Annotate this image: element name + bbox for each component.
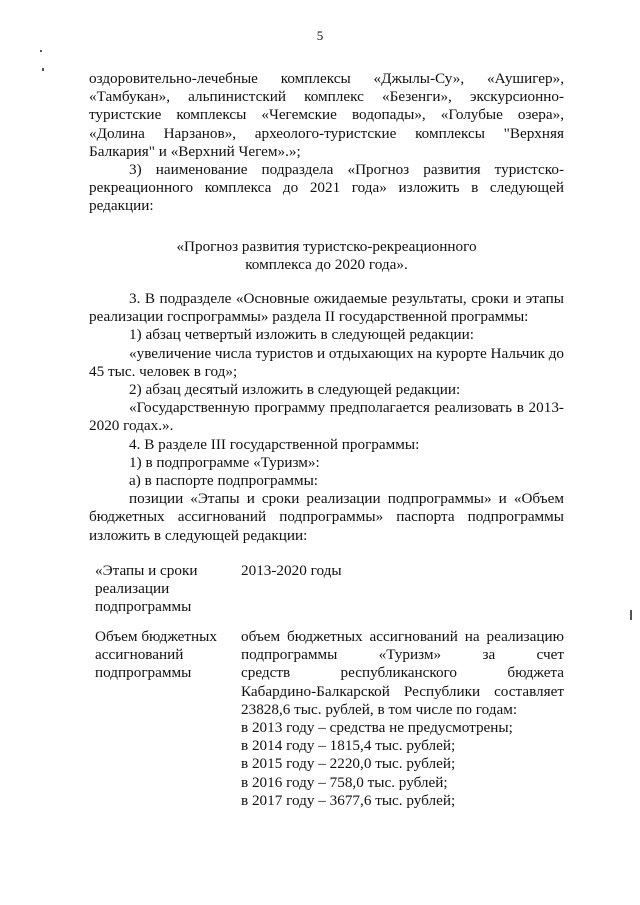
label-line: «Этапы и сроки <box>95 562 198 579</box>
paragraph-tourists: «увеличение числа туристов и отдыхающих на курорте Нальчик до 45 тыс. человек в год»; <box>89 344 565 380</box>
value-line: в 2015 году – 2220,0 тыс. рублей; <box>241 755 456 773</box>
heading-forecast-line-2: комплекса до 2020 года». <box>245 255 408 273</box>
page-number: 5 <box>316 28 324 43</box>
scan-mark <box>40 50 42 52</box>
value-line: в 2017 году – 3677,6 тыс. рублей; <box>241 791 456 809</box>
paragraph-positions: позиции «Этапы и сроки реализации подпрограммы» и «Объем бюджетных ассигнований подпрограммы» паспорта подпрограммы изложить в следующей редакции: <box>89 490 564 544</box>
label-line: реализации <box>95 580 170 598</box>
paragraph-abzac-10: 2) абзац десятый изложить в следующей редакции: <box>129 381 461 399</box>
paragraph-section-3: 3. В подразделе «Основные ожидаемые результаты, сроки и этапы реализации госпрограммы» раздела II государственной программы: <box>89 290 564 326</box>
value-line: 2013-2020 годы <box>241 562 342 579</box>
value-line: в 2013 году – средства не предусмотрены; <box>241 719 513 737</box>
paragraph-section-4: 4. В разделе III государственной программы: <box>129 435 420 453</box>
value-line: 23828,6 тыс. рублей, в том числе по годам: <box>241 700 518 718</box>
paragraph-resorts: оздоровительно-лечебные комплексы «Джылы-Су», «Аушигер», «Тамбукан», альпинистский комплекс «Безенги», экскурсионно-туристские комплексы «Чегемские водопады», «Голубые озера», «Долина Нарзанов», археолого-туристские комплексы "Верхняя Балкария" и «Верхний Чегем».»; <box>89 70 564 160</box>
paragraph-passport: а) в паспорте подпрограммы: <box>129 472 318 490</box>
value-line: в 2014 году – 1815,4 тыс. рублей; <box>241 737 456 755</box>
paragraph-abzac-4: 1) абзац четвертый изложить в следующей редакции: <box>129 326 474 344</box>
paragraph-subprogram: 1) в подпрограмме «Туризм»: <box>129 453 320 471</box>
label-line: подпрограммы <box>95 598 192 616</box>
heading-forecast-line-1: «Прогноз развития туристско-рекреационного <box>176 237 477 255</box>
row-label <box>95 562 235 617</box>
paragraph-program-years: «Государственную программу предполагается реализовать в 2013-2020 годах.». <box>89 399 564 435</box>
value-line: средств республиканского бюджета <box>241 664 564 682</box>
row-label <box>95 628 235 683</box>
row-value <box>241 628 564 810</box>
value-line: подпрограммы «Туризм» за счет <box>241 646 564 664</box>
label-line: Объем бюджетных <box>95 628 217 645</box>
value-line: в 2016 году – 758,0 тыс. рублей; <box>241 773 448 791</box>
scan-mark <box>42 68 44 71</box>
document-body <box>89 70 564 545</box>
value-line: объем бюджетных ассигнований на реализацию <box>241 628 564 645</box>
paragraph-item-3: 3) наименование подраздела «Прогноз развития туристско-рекреационного комплекса до 2021 года» изложить в следующей редакции: <box>89 161 564 215</box>
value-line: Кабардино-Балкарской Республики составляет <box>241 682 564 700</box>
row-value <box>241 562 564 580</box>
scan-mark <box>630 610 632 620</box>
label-line: ассигнований <box>95 646 184 664</box>
label-line: подпрограммы <box>95 664 192 682</box>
